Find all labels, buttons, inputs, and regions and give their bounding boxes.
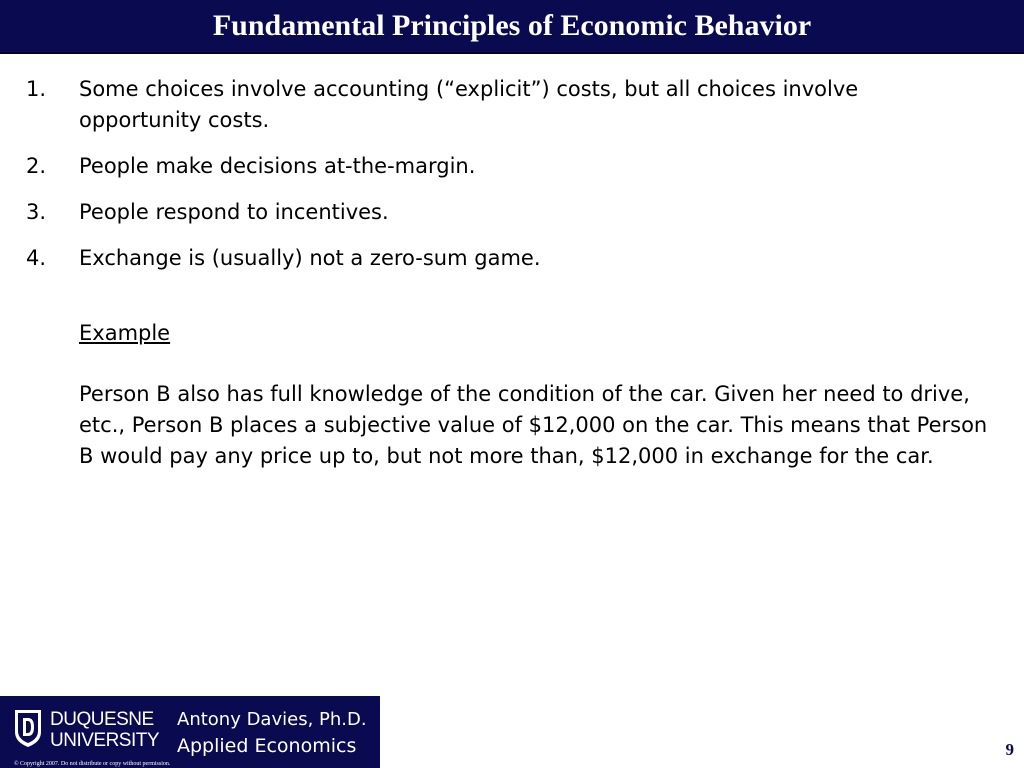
- footer-logo-banner: [0, 696, 380, 768]
- list-item: [26, 74, 986, 136]
- university-name: DUQUESNE UNIVERSITY: [50, 709, 160, 751]
- list-item-text: Exchange is (usually) not a zero-sum game.: [79, 246, 541, 270]
- list-item-number: 3.: [26, 200, 47, 224]
- list-item-number: 4.: [26, 246, 47, 270]
- principles-list: [26, 74, 986, 289]
- slide-title: Fundamental Principles of Economic Behavior: [212, 9, 812, 42]
- list-item: [26, 243, 986, 274]
- list-item-number: 2.: [26, 154, 47, 178]
- list-item-text: People make decisions at-the-margin.: [79, 154, 476, 178]
- list-item-number: 1.: [26, 77, 47, 101]
- list-item: [26, 151, 986, 182]
- list-item: [26, 197, 986, 228]
- author-name: Antony Davies, Ph.D.: [177, 709, 367, 730]
- example-body: Person B also has full knowledge of the condition of the car. Given her need to drive, etc., Person B places a subjective value of $12,000 on the car. This means that Person B would pay any price up to, but not more than, $12,000 in exchange for the car.: [79, 382, 988, 468]
- copyright-notice: © Copyright 2007. Do not distribute or copy without permission.: [14, 761, 171, 767]
- page-number: 9: [1005, 740, 1014, 759]
- title-bar: [0, 0, 1024, 54]
- example-heading: Example: [79, 321, 171, 345]
- list-item-text: People respond to incentives.: [79, 200, 389, 224]
- course-name: Applied Economics: [177, 735, 357, 757]
- list-item-text: Some choices involve accounting (“explicit”) costs, but all choices involve opportunity costs.: [79, 77, 859, 132]
- duquesne-crest-icon: [12, 708, 44, 748]
